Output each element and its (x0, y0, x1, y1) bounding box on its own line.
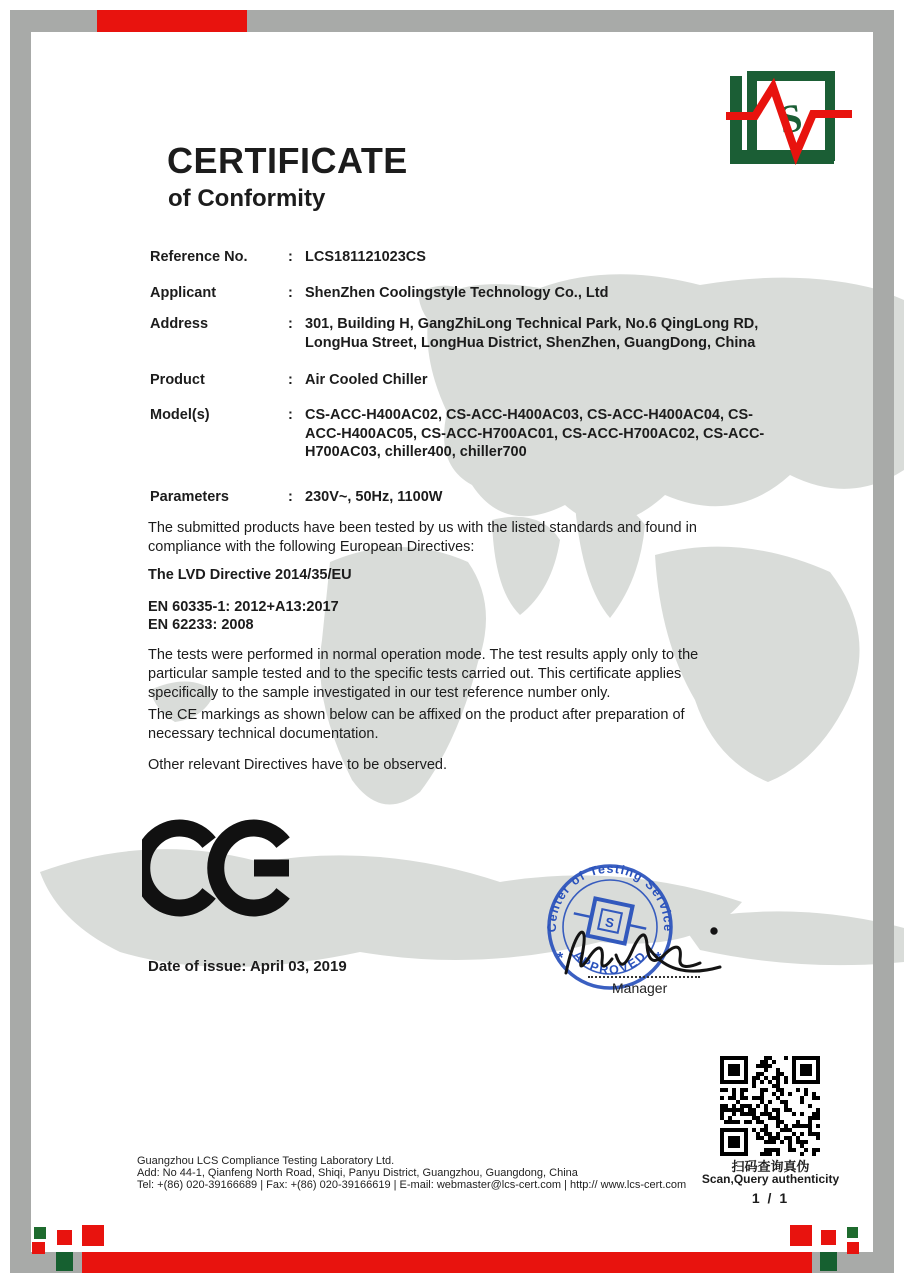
decor-square (847, 1227, 858, 1238)
standard-line-2: EN 62233: 2008 (148, 617, 254, 633)
field-value: 230V~, 50Hz, 1100W (305, 489, 443, 505)
field-colon: : (288, 316, 293, 332)
decor-square (790, 1225, 812, 1246)
qr-code (720, 1056, 820, 1156)
paragraph-other-directives: Other relevant Directives have to be observed. (148, 757, 448, 773)
decor-square (57, 1230, 72, 1245)
decor-square (820, 1252, 837, 1271)
field-colon: : (288, 285, 293, 301)
qr-caption-cn: 扫码查询真伪 (731, 1159, 810, 1174)
field-label: Reference No. (150, 249, 248, 265)
decor-square (82, 1225, 104, 1246)
field-label: Product (150, 372, 205, 388)
stamp-logo-letter: S (603, 914, 616, 931)
decor-square (34, 1227, 46, 1239)
frame-right (873, 10, 894, 1273)
field-value: 301, Building H, GangZhiLong Technical Park, No.6 QingLong RD, LongHua Street, LongHua District, ShenZhen, GuangDong, China (305, 316, 759, 351)
lcs-logo (710, 64, 860, 176)
stamp-arc-top-text: Center of Testing Service (544, 861, 676, 933)
paragraph-ce-markings: The CE markings as shown below can be affixed on the product after preparation of necessary technical documentation. (148, 707, 685, 742)
frame-left (10, 10, 31, 1273)
decor-square (56, 1252, 73, 1271)
footer-company: Guangzhou LCS Compliance Testing Laboratory Ltd. (137, 1155, 395, 1167)
field-colon: : (288, 249, 293, 265)
qr-caption-en: Scan,Query authenticity (701, 1172, 840, 1186)
field-value: ShenZhen Coolingstyle Technology Co., Ltd (305, 285, 609, 301)
field-value: Air Cooled Chiller (305, 372, 428, 388)
footer-contacts: Tel: +(86) 020-39166689 | Fax: +(86) 020-39166619 | E-mail: webmaster@lcs-cert.com | http:// www.lcs-cert.com (137, 1179, 687, 1191)
signature-line (588, 960, 700, 978)
ce-letter-c (142, 828, 209, 908)
field-value: LCS181121023CS (305, 249, 426, 265)
field-label: Model(s) (150, 407, 210, 423)
footer-address: Add: No 44-1, Qianfeng North Road, Shiqi, Panyu District, Guangzhou, Guangdong, China (137, 1167, 578, 1179)
standard-line-1: EN 60335-1: 2012+A13:2017 (148, 599, 339, 615)
paragraph-intro: The submitted products have been tested by us with the listed standards and found in compliance with the following European Directives: (148, 520, 697, 555)
certificate-title: CERTIFICATE (167, 140, 408, 181)
stamp-star-right: * (655, 950, 662, 967)
paragraph-tests: The tests were performed in normal operation mode. The test results apply only to the particular sample tested and to the specific tests carried out. This certificate applies specifically to the sample investigated in our test reference number only. (148, 647, 699, 701)
field-label: Parameters (150, 489, 229, 505)
certificate-subtitle: of Conformity (168, 185, 326, 212)
signer-title: Manager (612, 980, 668, 996)
stamp-star-left: * (557, 950, 564, 967)
logo-letter: S (776, 94, 805, 143)
page-number: 1 / 1 (751, 1190, 790, 1206)
field-value: CS-ACC-H400AC02, CS-ACC-H400AC03, CS-ACC-H400AC04, CS-ACC-H400AC05, CS-ACC-H700AC01, CS-ACC-H700AC02, CS-ACC-H700AC03, chiller400, chiller700 (305, 407, 765, 460)
directive-line: The LVD Directive 2014/35/EU (148, 567, 352, 583)
stamp-arc-bottom-text: APPROVED (570, 948, 650, 978)
field-label: Applicant (150, 285, 217, 301)
field-colon: : (288, 372, 293, 388)
ce-mark (142, 814, 294, 922)
field-colon: : (288, 489, 293, 505)
decor-square (847, 1242, 859, 1254)
field-colon: : (288, 407, 293, 423)
field-label: Address (150, 316, 209, 332)
decor-square (821, 1230, 836, 1245)
frame-red-segment-top (97, 10, 247, 32)
frame-red-segment-bottom (82, 1252, 812, 1273)
date-of-issue: Date of issue: April 03, 2019 (148, 958, 347, 975)
decor-square (32, 1242, 45, 1254)
